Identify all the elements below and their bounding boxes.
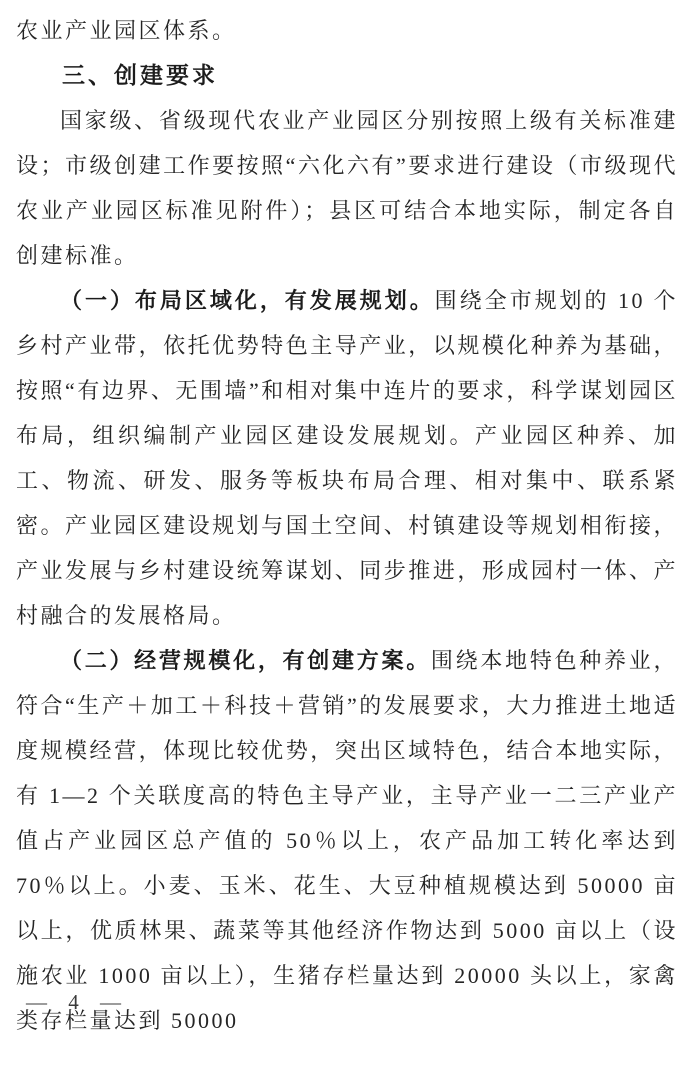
paragraph-body: 围绕本地特色种养业，符合“生产＋加工＋科技＋营销”的发展要求，大力推进土地适度规模经营，体现比较优势，突出区域特色，结合本地实际，有 1—2 个关联度高的特色主导产业，主导产业一二三产业产值占产业园区总产值的 50％以上，农产品加工转化率达到 70％以上。小麦、玉米、花生、大豆种植规模达到 50000 亩以上，优质林果、蔬菜等其他经济作物达到 5000 亩以上（设施农业 1000 亩以上），生猪存栏量达到 20000 头以上，家禽类存栏量达到 50000	[16, 648, 679, 1033]
page-number: — 4 —	[26, 990, 129, 1014]
paragraph-requirements	[16, 98, 678, 278]
paragraph-lead: （二）经营规模化，有创建方案。	[60, 648, 431, 673]
paragraph-scale-operation	[16, 638, 678, 1043]
section-heading: 三、创建要求	[62, 62, 218, 88]
paragraph-lead: （一）布局区域化，有发展规划。	[60, 288, 435, 313]
paragraph-body: 国家级、省级现代农业产业园区分别按照上级有关标准建设；市级创建工作要按照“六化六有”要求进行建设（市级现代农业产业园区标准见附件）；县区可结合本地实际，制定各自创建标准。	[16, 108, 678, 268]
paragraph-body: 围绕全市规划的 10 个乡村产业带，依托优势特色主导产业，以规模化种养为基础，按照“有边界、无围墙”和相对集中连片的要求，科学谋划园区布局，组织编制产业园区建设发展规划。产业园区种养、加工、物流、研发、服务等板块布局合理、相对集中、联系紧密。产业园区建设规划与国土空间、村镇建设等规划相衔接，产业发展与乡村建设统筹谋划、同步推进，形成园村一体、产村融合的发展格局。	[16, 288, 679, 628]
paragraph-layout-regionalization	[16, 278, 678, 638]
continuation-paragraph: 农业产业园区体系。	[16, 18, 237, 43]
